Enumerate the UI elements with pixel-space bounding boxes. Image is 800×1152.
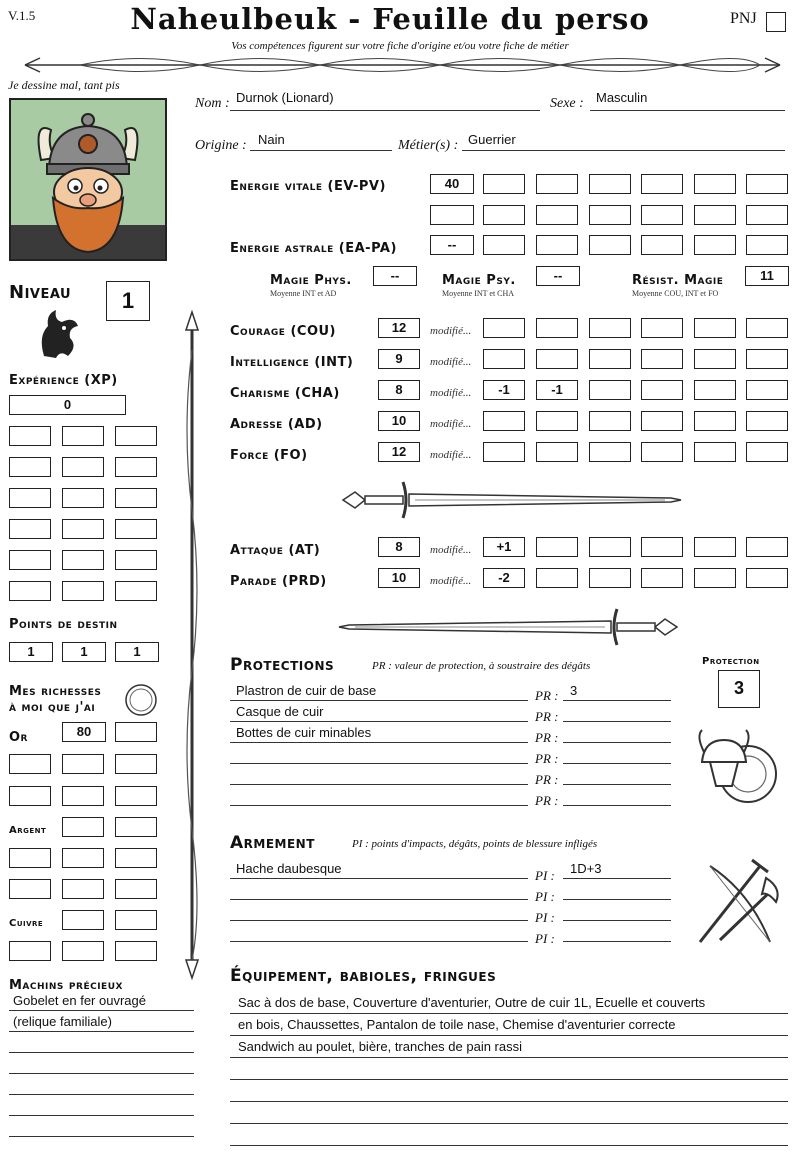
machins-line bbox=[9, 1052, 194, 1053]
richesses-label-2: à moi que j'ai bbox=[9, 700, 96, 715]
arme-line bbox=[230, 899, 528, 900]
pi-line bbox=[563, 878, 671, 879]
or-box[interactable] bbox=[9, 786, 51, 806]
ea-label: Energie astrale (EA-PA) bbox=[230, 241, 397, 256]
xp-box[interactable] bbox=[62, 550, 104, 570]
equipement-line bbox=[230, 1013, 788, 1014]
ev-box[interactable] bbox=[483, 205, 525, 225]
xp-box[interactable] bbox=[115, 519, 157, 539]
resist-magie-label: Résist. Magie bbox=[632, 273, 724, 288]
destin-value-3[interactable]: 1 bbox=[115, 642, 159, 662]
argent-box[interactable] bbox=[9, 879, 51, 899]
stat-label: Courage (COU) bbox=[230, 324, 336, 339]
equipement-line bbox=[230, 1035, 788, 1036]
ev-box[interactable] bbox=[746, 205, 788, 225]
stat-mod-box[interactable] bbox=[746, 442, 788, 462]
equipement-line bbox=[230, 1079, 788, 1080]
ea-box[interactable] bbox=[483, 235, 525, 255]
xp-box[interactable] bbox=[62, 519, 104, 539]
stat-value[interactable]: 10 bbox=[378, 411, 420, 431]
ea-box[interactable] bbox=[536, 235, 578, 255]
dragon-icon bbox=[34, 306, 82, 362]
modifie-label: modifié... bbox=[430, 387, 472, 399]
stat-mod-box[interactable] bbox=[746, 318, 788, 338]
magie-psy-label: Magie Psy. bbox=[442, 273, 516, 288]
pi-label: PI : bbox=[535, 910, 555, 925]
pr-line bbox=[563, 700, 671, 701]
ea-box[interactable] bbox=[746, 235, 788, 255]
magie-psy-value[interactable]: -- bbox=[536, 266, 580, 286]
equipement-title: Équipement, babioles, fringues bbox=[230, 966, 497, 986]
sword-decoration-1 bbox=[335, 478, 685, 522]
niveau-value[interactable]: 1 bbox=[106, 281, 150, 321]
weapons-icon bbox=[690, 852, 786, 952]
stat-label: Charisme (CHA) bbox=[230, 386, 340, 401]
or-label: Or bbox=[9, 730, 28, 745]
xp-box[interactable] bbox=[115, 457, 157, 477]
stat-label: Adresse (AD) bbox=[230, 417, 323, 432]
sexe-field[interactable]: Masculin bbox=[596, 90, 648, 105]
argent-box[interactable] bbox=[62, 817, 104, 837]
ev-box[interactable] bbox=[430, 205, 474, 225]
stat-mod-box[interactable] bbox=[589, 411, 631, 431]
niveau-label: Niveau bbox=[9, 282, 72, 303]
combat-mod-box[interactable] bbox=[589, 537, 631, 557]
protection-line bbox=[230, 700, 528, 701]
combat-mod-box[interactable] bbox=[746, 568, 788, 588]
stat-mod-box[interactable] bbox=[641, 442, 683, 462]
cuivre-box[interactable] bbox=[62, 910, 104, 930]
ev-value[interactable]: 40 bbox=[430, 174, 474, 194]
modifie-label: modifié... bbox=[430, 356, 472, 368]
sword-decoration-2 bbox=[335, 605, 685, 649]
stat-mod-box[interactable] bbox=[694, 349, 736, 369]
combat-mod-box[interactable] bbox=[746, 537, 788, 557]
pr-line bbox=[563, 805, 671, 806]
stat-value[interactable]: 12 bbox=[378, 318, 420, 338]
metier-field[interactable]: Guerrier bbox=[468, 132, 516, 147]
machins-line bbox=[9, 1136, 194, 1137]
modifie-label: modifié... bbox=[430, 325, 472, 337]
protections-subtitle: PR : valeur de protection, à soustraire des dégâts bbox=[372, 660, 591, 672]
machins-label: Machins précieux bbox=[9, 978, 123, 993]
xp-box[interactable] bbox=[115, 488, 157, 508]
staff-decoration bbox=[180, 310, 204, 980]
stat-mod-box[interactable] bbox=[536, 349, 578, 369]
pr-line bbox=[563, 784, 671, 785]
ev-box[interactable] bbox=[694, 174, 736, 194]
stat-mod-box[interactable] bbox=[641, 411, 683, 431]
richesses-label-1: Mes richesses bbox=[9, 684, 102, 699]
equipement-line bbox=[230, 1145, 788, 1146]
or-box[interactable] bbox=[62, 754, 104, 774]
ev-box[interactable] bbox=[641, 205, 683, 225]
stat-mod-box[interactable] bbox=[589, 318, 631, 338]
pr-label: PR : bbox=[535, 772, 559, 787]
stat-mod-box[interactable] bbox=[641, 380, 683, 400]
combat-mod-box[interactable]: +1 bbox=[483, 537, 525, 557]
destin-value-2[interactable]: 1 bbox=[62, 642, 106, 662]
destin-value-1[interactable]: 1 bbox=[9, 642, 53, 662]
arme-line bbox=[230, 920, 528, 921]
equipement-line bbox=[230, 1057, 788, 1058]
ev-box[interactable] bbox=[746, 174, 788, 194]
ev-box[interactable] bbox=[589, 205, 631, 225]
combat-mod-box[interactable] bbox=[641, 537, 683, 557]
ev-box[interactable] bbox=[536, 174, 578, 194]
cuivre-box[interactable] bbox=[9, 941, 51, 961]
protection-name[interactable]: Bottes de cuir minables bbox=[236, 725, 372, 740]
combat-label: Attaque (AT) bbox=[230, 543, 321, 558]
pr-line bbox=[563, 721, 671, 722]
pr-label: PR : bbox=[535, 730, 559, 745]
xp-label: Expérience (XP) bbox=[9, 373, 118, 388]
resist-magie-sub: Moyenne COU, INT et FO bbox=[632, 289, 719, 298]
ea-box[interactable] bbox=[694, 235, 736, 255]
modifie-label: modifié... bbox=[430, 575, 472, 587]
version-label: V.1.5 bbox=[8, 8, 36, 23]
pi-label: PI : bbox=[535, 889, 555, 904]
ea-value[interactable]: -- bbox=[430, 235, 474, 255]
xp-box[interactable] bbox=[62, 426, 104, 446]
machins-item[interactable]: Gobelet en fer ouvragé bbox=[13, 993, 146, 1008]
header-vine-decoration bbox=[20, 52, 785, 78]
pr-label: PR : bbox=[535, 709, 559, 724]
portrait-frame[interactable] bbox=[9, 98, 167, 261]
combat-value[interactable]: 10 bbox=[378, 568, 420, 588]
origine-label: Origine : bbox=[195, 138, 247, 153]
coin-icon bbox=[124, 683, 158, 717]
arme-name[interactable]: Hache daubesque bbox=[236, 861, 342, 876]
ev-box[interactable] bbox=[694, 205, 736, 225]
xp-value[interactable]: 0 bbox=[9, 395, 126, 415]
stat-value[interactable]: 9 bbox=[378, 349, 420, 369]
xp-box[interactable] bbox=[9, 519, 51, 539]
metier-label: Métier(s) : bbox=[398, 138, 459, 153]
combat-value[interactable]: 8 bbox=[378, 537, 420, 557]
machins-line bbox=[9, 1115, 194, 1116]
machins-item[interactable]: (relique familiale) bbox=[13, 1014, 112, 1029]
stat-mod-box[interactable] bbox=[641, 318, 683, 338]
magie-psy-sub: Moyenne INT et CHA bbox=[442, 289, 515, 298]
pi-line bbox=[563, 941, 671, 942]
nom-field[interactable]: Durnok (Lionard) bbox=[236, 90, 334, 105]
protection-total-value[interactable]: 3 bbox=[718, 670, 760, 708]
xp-box[interactable] bbox=[9, 581, 51, 601]
pr-label: PR : bbox=[535, 751, 559, 766]
stat-mod-box[interactable] bbox=[641, 349, 683, 369]
pi-label: PI : bbox=[535, 868, 555, 883]
sexe-label: Sexe : bbox=[550, 96, 584, 111]
resist-magie-value[interactable]: 11 bbox=[745, 266, 789, 286]
combat-mod-box[interactable]: -2 bbox=[483, 568, 525, 588]
arme-line bbox=[230, 941, 528, 942]
ea-box[interactable] bbox=[641, 235, 683, 255]
pr-line bbox=[563, 742, 671, 743]
machins-line bbox=[9, 1010, 194, 1011]
machins-line bbox=[9, 1073, 194, 1074]
stat-mod-box[interactable] bbox=[589, 380, 631, 400]
combat-mod-box[interactable] bbox=[536, 568, 578, 588]
magie-phys-label: Magie Phys. bbox=[270, 273, 352, 288]
xp-box[interactable] bbox=[115, 426, 157, 446]
or-box[interactable] bbox=[115, 754, 157, 774]
argent-box[interactable] bbox=[62, 879, 104, 899]
argent-box[interactable] bbox=[9, 848, 51, 868]
stat-mod-box[interactable] bbox=[483, 411, 525, 431]
origine-field[interactable]: Nain bbox=[258, 132, 285, 147]
stat-value[interactable]: 12 bbox=[378, 442, 420, 462]
stat-label: Intelligence (INT) bbox=[230, 355, 354, 370]
argent-box[interactable] bbox=[115, 879, 157, 899]
magie-phys-sub: Moyenne INT et AD bbox=[270, 289, 337, 298]
xp-box[interactable] bbox=[9, 426, 51, 446]
protection-total-label: Protection bbox=[702, 656, 760, 667]
combat-label: Parade (PRD) bbox=[230, 574, 327, 589]
combat-mod-box[interactable] bbox=[536, 537, 578, 557]
stat-mod-box[interactable] bbox=[483, 318, 525, 338]
stat-mod-box[interactable]: -1 bbox=[536, 380, 578, 400]
protection-line bbox=[230, 742, 528, 743]
xp-box[interactable] bbox=[9, 488, 51, 508]
pr-label: PR : bbox=[535, 793, 559, 808]
equipement-text[interactable]: Sandwich au poulet, bière, tranches de pain rassi bbox=[238, 1039, 523, 1054]
cuivre-box[interactable] bbox=[62, 941, 104, 961]
xp-box[interactable] bbox=[9, 550, 51, 570]
argent-box[interactable] bbox=[62, 848, 104, 868]
stat-mod-box[interactable] bbox=[694, 380, 736, 400]
ev-box[interactable] bbox=[536, 205, 578, 225]
helmet-shield-icon bbox=[692, 722, 782, 812]
protection-line bbox=[230, 784, 528, 785]
protection-line bbox=[230, 805, 528, 806]
equipement-line bbox=[230, 1101, 788, 1102]
protection-line bbox=[230, 721, 528, 722]
xp-box[interactable] bbox=[62, 488, 104, 508]
stat-label: Force (FO) bbox=[230, 448, 308, 463]
xp-box[interactable] bbox=[62, 581, 104, 601]
protection-name[interactable]: Casque de cuir bbox=[236, 704, 324, 719]
cuivre-label: Cuivre bbox=[9, 918, 44, 929]
pnj-label: PNJ bbox=[730, 10, 757, 27]
portrait-caption: Je dessine mal, tant pis bbox=[8, 78, 120, 92]
pr-value[interactable]: 3 bbox=[570, 683, 578, 698]
sexe-line bbox=[590, 110, 785, 111]
stat-mod-box[interactable] bbox=[694, 442, 736, 462]
argent-box[interactable] bbox=[115, 848, 157, 868]
equipement-line bbox=[230, 1123, 788, 1124]
modifie-label: modifié... bbox=[430, 418, 472, 430]
origine-line bbox=[250, 150, 392, 151]
stat-mod-box[interactable] bbox=[483, 442, 525, 462]
protection-name[interactable]: Plastron de cuir de base bbox=[236, 683, 377, 698]
ev-box[interactable] bbox=[589, 174, 631, 194]
combat-mod-box[interactable] bbox=[589, 568, 631, 588]
nom-line bbox=[230, 110, 540, 111]
pi-value[interactable]: 1D+3 bbox=[570, 861, 602, 876]
stat-mod-box[interactable] bbox=[746, 411, 788, 431]
equipement-text[interactable]: Sac à dos de base, Couverture d'aventurier, Outre de cuir 1L, Ecuelle et couverts bbox=[238, 995, 706, 1010]
armement-title: Armement bbox=[230, 833, 315, 853]
combat-mod-box[interactable] bbox=[694, 537, 736, 557]
stat-mod-box[interactable] bbox=[694, 318, 736, 338]
machins-line bbox=[9, 1094, 194, 1095]
combat-mod-box[interactable] bbox=[694, 568, 736, 588]
pi-line bbox=[563, 920, 671, 921]
pi-line bbox=[563, 899, 671, 900]
stat-mod-box[interactable] bbox=[694, 411, 736, 431]
ev-box[interactable] bbox=[483, 174, 525, 194]
metier-line bbox=[462, 150, 785, 151]
stat-mod-box[interactable] bbox=[746, 380, 788, 400]
or-box[interactable] bbox=[62, 786, 104, 806]
stat-mod-box[interactable]: -1 bbox=[483, 380, 525, 400]
stat-mod-box[interactable] bbox=[746, 349, 788, 369]
stat-value[interactable]: 8 bbox=[378, 380, 420, 400]
ev-label: Energie vitale (EV-PV) bbox=[230, 179, 386, 194]
xp-box[interactable] bbox=[115, 550, 157, 570]
or-box[interactable] bbox=[9, 754, 51, 774]
argent-label: Argent bbox=[9, 825, 47, 836]
destin-label: Points de destin bbox=[9, 617, 118, 632]
magie-phys-value[interactable]: -- bbox=[373, 266, 417, 286]
xp-box[interactable] bbox=[62, 457, 104, 477]
machins-line bbox=[9, 1031, 194, 1032]
ea-box[interactable] bbox=[589, 235, 631, 255]
stat-mod-box[interactable] bbox=[536, 411, 578, 431]
stat-mod-box[interactable] bbox=[589, 442, 631, 462]
or-box[interactable] bbox=[115, 722, 157, 742]
sheet-subtitle: Vos compétences figurent sur votre fiche d'origine et/ou votre fiche de métier bbox=[231, 40, 569, 52]
equipement-text[interactable]: en bois, Chaussettes, Pantalon de toile nase, Chemise d'aventurier correcte bbox=[238, 1017, 676, 1032]
cuivre-box[interactable] bbox=[115, 910, 157, 930]
stat-mod-box[interactable] bbox=[589, 349, 631, 369]
arme-line bbox=[230, 878, 528, 879]
pi-label: PI : bbox=[535, 931, 555, 946]
dwarf-portrait-image bbox=[11, 100, 165, 259]
xp-box[interactable] bbox=[115, 581, 157, 601]
or-value[interactable]: 80 bbox=[62, 722, 106, 742]
protections-title: Protections bbox=[230, 655, 335, 675]
pnj-checkbox[interactable] bbox=[766, 12, 786, 32]
combat-mod-box[interactable] bbox=[641, 568, 683, 588]
argent-box[interactable] bbox=[115, 817, 157, 837]
ev-box[interactable] bbox=[641, 174, 683, 194]
armement-subtitle: PI : points d'impacts, dégâts, points de blessure infligés bbox=[352, 838, 598, 850]
protection-line bbox=[230, 763, 528, 764]
pr-line bbox=[563, 763, 671, 764]
or-box[interactable] bbox=[115, 786, 157, 806]
cuivre-box[interactable] bbox=[115, 941, 157, 961]
modifie-label: modifié... bbox=[430, 449, 472, 461]
stat-mod-box[interactable] bbox=[536, 318, 578, 338]
xp-box[interactable] bbox=[9, 457, 51, 477]
stat-mod-box[interactable] bbox=[483, 349, 525, 369]
pr-label: PR : bbox=[535, 688, 559, 703]
modifie-label: modifié... bbox=[430, 544, 472, 556]
nom-label: Nom : bbox=[195, 96, 230, 111]
sheet-title: Naheulbeuk - Feuille du perso bbox=[130, 2, 650, 36]
stat-mod-box[interactable] bbox=[536, 442, 578, 462]
